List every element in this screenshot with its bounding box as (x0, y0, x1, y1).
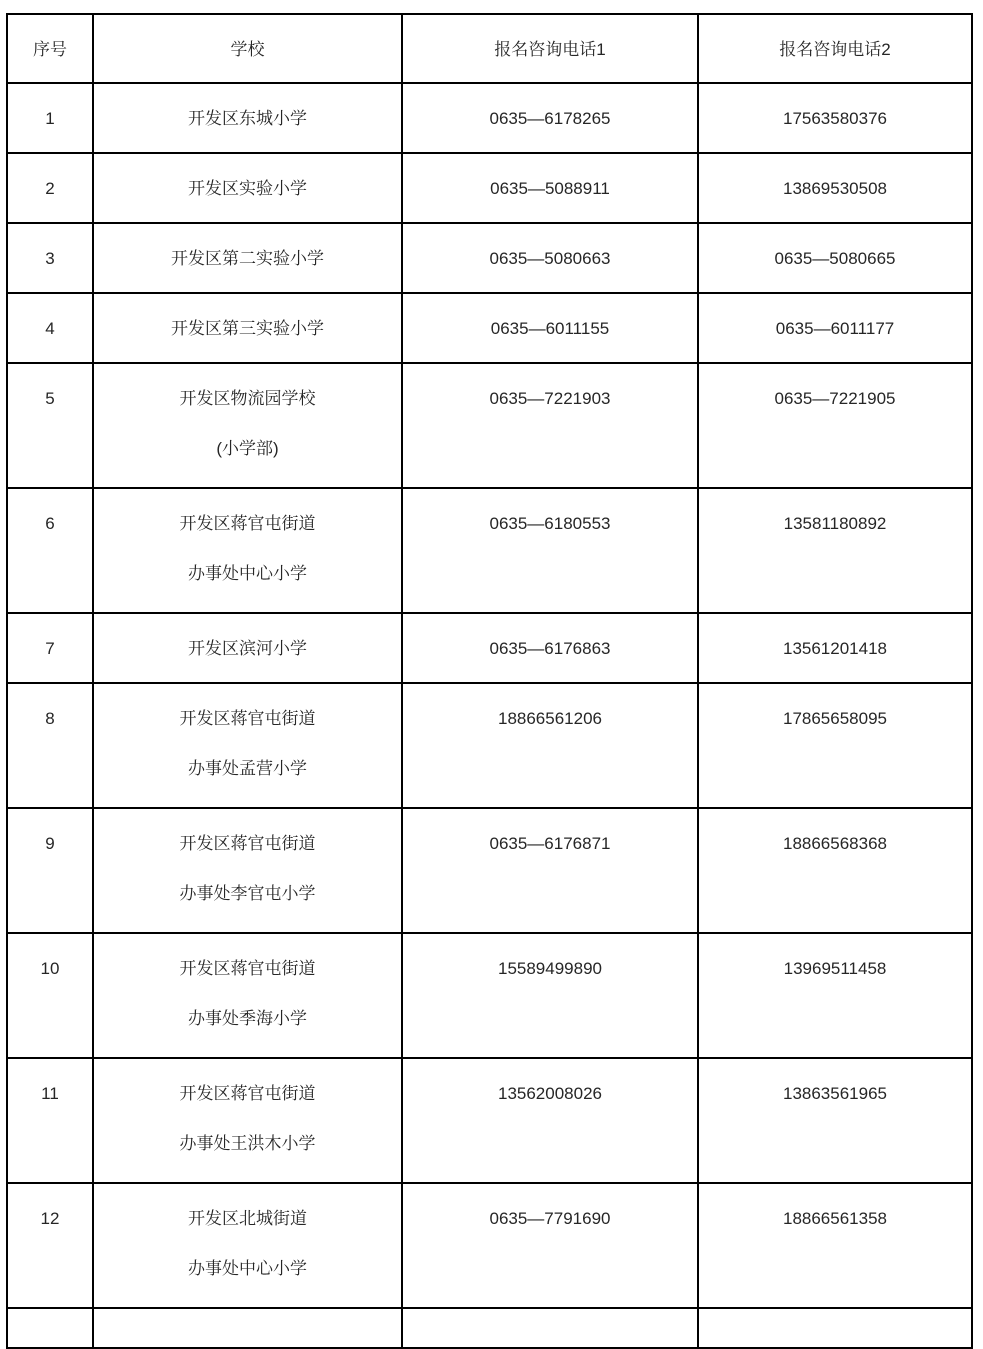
table-row (7, 153, 972, 223)
table-row (7, 223, 972, 293)
phone2-value: 17865658095 (782, 709, 887, 728)
row-number: 8 (45, 709, 55, 728)
school-name-line: 开发区北城街道 (188, 1209, 307, 1228)
table-row (7, 1058, 972, 1183)
row-number-cell (7, 223, 93, 293)
school-cell (93, 933, 402, 1058)
school-cell (93, 488, 402, 613)
school-phone-table (6, 13, 973, 1349)
phone1-cell (402, 933, 698, 1058)
col-header-school-label: 学校 (230, 40, 265, 59)
school-cell (93, 683, 402, 808)
table-row (7, 683, 972, 808)
partial-cell (93, 1308, 402, 1348)
phone2-value: 17563580376 (782, 109, 887, 128)
school-cell (93, 293, 402, 363)
phone2-value: 18866568368 (782, 834, 887, 853)
phone2-value: 13969511458 (783, 959, 887, 978)
row-number: 4 (45, 319, 55, 338)
phone2-cell (698, 293, 972, 363)
school-cell (93, 153, 402, 223)
phone2-value: 0635—7221905 (774, 389, 896, 408)
school-name-line: 开发区蒋官屯街道 (179, 834, 316, 853)
school-name-line: 办事处季海小学 (188, 1009, 307, 1028)
row-number-cell (7, 683, 93, 808)
school-name-line: 开发区蒋官屯街道 (179, 709, 316, 728)
row-number-cell (7, 83, 93, 153)
phone1-cell (402, 153, 698, 223)
phone1-value: 0635—6011155 (490, 319, 610, 338)
table-row (7, 488, 972, 613)
phone2-cell (698, 488, 972, 613)
row-number: 7 (45, 639, 55, 658)
school-name-line: 开发区滨河小学 (188, 639, 307, 658)
phone2-cell (698, 1183, 972, 1308)
table-row (7, 808, 972, 933)
school-name-line: 开发区蒋官屯街道 (179, 1084, 316, 1103)
school-cell (93, 83, 402, 153)
phone2-cell (698, 808, 972, 933)
row-number: 11 (41, 1084, 59, 1103)
partial-cell (7, 1308, 93, 1348)
school-name-line: 开发区第三实验小学 (171, 319, 324, 338)
phone1-cell (402, 683, 698, 808)
phone2-value: 13581180892 (783, 514, 887, 533)
row-number: 10 (40, 959, 60, 978)
table-row (7, 1183, 972, 1308)
school-name-line: 开发区物流园学校 (179, 389, 316, 408)
school-name-line: 开发区东城小学 (188, 109, 307, 128)
partial-row (7, 1308, 972, 1348)
phone1-value: 18866561206 (497, 709, 602, 728)
phone1-value: 13562008026 (497, 1084, 602, 1103)
school-name-line: 办事处王洪木小学 (179, 1134, 316, 1153)
col-header-phone2-label: 报名咨询电话2 (779, 40, 891, 59)
phone1-cell (402, 363, 698, 488)
phone2-cell (698, 153, 972, 223)
col-header-phone2 (698, 14, 972, 83)
phone2-cell (698, 1058, 972, 1183)
phone1-cell (402, 808, 698, 933)
row-number: 9 (45, 834, 55, 853)
school-name-line: 办事处中心小学 (188, 564, 307, 583)
table-body-partial (7, 1308, 972, 1348)
phone1-value: 0635—6180553 (489, 514, 611, 533)
school-name-line: 办事处中心小学 (188, 1259, 307, 1278)
row-number-cell (7, 933, 93, 1058)
row-number: 12 (40, 1209, 60, 1228)
phone1-cell (402, 83, 698, 153)
col-header-no-label: 序号 (33, 40, 67, 59)
partial-cell (698, 1308, 972, 1348)
school-name-line: (小学部) (216, 439, 279, 458)
phone2-value: 13869530508 (782, 179, 887, 198)
page (0, 13, 983, 1330)
school-cell (93, 808, 402, 933)
row-number-cell (7, 293, 93, 363)
table-row (7, 613, 972, 683)
school-cell (93, 1058, 402, 1183)
phone1-cell (402, 613, 698, 683)
school-cell (93, 363, 402, 488)
phone1-cell (402, 1183, 698, 1308)
phone1-cell (402, 488, 698, 613)
phone2-cell (698, 363, 972, 488)
phone1-cell (402, 223, 698, 293)
school-cell (93, 223, 402, 293)
phone2-value: 18866561358 (782, 1209, 887, 1228)
row-number-cell (7, 808, 93, 933)
school-cell (93, 1183, 402, 1308)
phone2-value: 0635—6011177 (775, 319, 895, 338)
table-row (7, 363, 972, 488)
phone1-cell (402, 1058, 698, 1183)
table-body (7, 83, 972, 1308)
phone1-value: 0635—5080663 (489, 249, 611, 268)
col-header-phone1-label: 报名咨询电话1 (494, 40, 606, 59)
table-row (7, 83, 972, 153)
phone2-value: 13561201418 (782, 639, 887, 658)
phone1-value: 0635—7791690 (489, 1209, 611, 1228)
row-number: 1 (45, 109, 55, 128)
phone1-value: 0635—7221903 (489, 389, 611, 408)
school-name-line: 开发区蒋官屯街道 (179, 959, 316, 978)
header-row (7, 14, 972, 83)
phone2-cell (698, 223, 972, 293)
school-name-line: 开发区第二实验小学 (171, 249, 324, 268)
school-name-line: 办事处孟营小学 (188, 759, 307, 778)
row-number: 3 (45, 249, 55, 268)
school-cell (93, 613, 402, 683)
table-row (7, 293, 972, 363)
phone2-cell (698, 613, 972, 683)
table-row (7, 933, 972, 1058)
col-header-phone1 (402, 14, 698, 83)
row-number: 6 (45, 514, 55, 533)
phone2-value: 13863561965 (782, 1084, 887, 1103)
row-number-cell (7, 153, 93, 223)
row-number-cell (7, 1058, 93, 1183)
phone2-cell (698, 83, 972, 153)
phone2-value: 0635—5080665 (774, 249, 896, 268)
row-number: 2 (45, 179, 55, 198)
partial-cell (402, 1308, 698, 1348)
school-name-line: 办事处李官屯小学 (179, 884, 316, 903)
phone2-cell (698, 933, 972, 1058)
row-number: 5 (45, 389, 55, 408)
phone2-cell (698, 683, 972, 808)
phone1-value: 0635—6178265 (489, 109, 611, 128)
col-header-no (7, 14, 93, 83)
row-number-cell (7, 363, 93, 488)
phone1-value: 0635—5088911 (490, 179, 610, 198)
row-number-cell (7, 613, 93, 683)
school-name-line: 开发区实验小学 (188, 179, 307, 198)
phone1-value: 0635—6176863 (489, 639, 611, 658)
col-header-school (93, 14, 402, 83)
phone1-value: 15589499890 (497, 959, 602, 978)
row-number-cell (7, 1183, 93, 1308)
school-name-line: 开发区蒋官屯街道 (179, 514, 316, 533)
row-number-cell (7, 488, 93, 613)
phone1-value: 0635—6176871 (489, 834, 611, 853)
phone1-cell (402, 293, 698, 363)
